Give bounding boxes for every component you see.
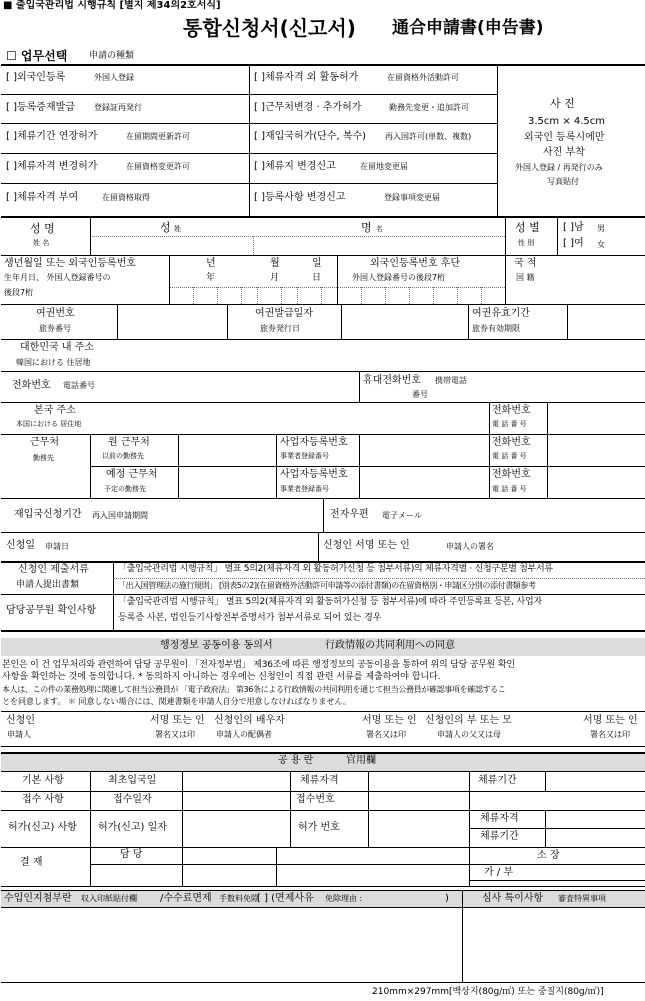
official-use-title-jp: 官用欄 — [346, 755, 376, 766]
fee-exempt-label: /수수료면제 — [160, 893, 212, 904]
email-label: 전자우편 — [330, 509, 369, 520]
review-notes-label: 심사 특이사항 — [482, 893, 544, 904]
consent-title-jp: 行政情報の共同利用への同意 — [325, 640, 455, 651]
consent-sign-3[interactable]: 서명 또는 인 — [583, 715, 638, 726]
submit-docs-label: 신청인 제출서류 — [18, 564, 89, 575]
business-select-label-jp: 申請の種類 — [89, 51, 135, 61]
name-label-jp: 姓 名 — [33, 239, 50, 247]
fee-exempt-checkbox[interactable]: [ ] (면제사유 — [257, 893, 314, 904]
passport-expiry-label: 여권유효기간 — [472, 308, 530, 319]
photo-note-4: 写真貼付 — [547, 177, 579, 186]
orig-tel-label-jp: 電 話 番 号 — [492, 452, 527, 460]
mobile-label: 휴대전화번호 — [363, 375, 421, 386]
opt-registration-change[interactable]: [ ]등록사항 변경신고 — [254, 192, 346, 203]
phone-label-jp: 電話番号 — [63, 381, 95, 390]
opt-card-reissue[interactable]: [ ]등록증재발급 — [6, 102, 75, 113]
consent-sign-2[interactable]: 서명 또는 인 — [362, 715, 417, 726]
opt-reentry[interactable]: [ ]재입국허가(단수, 복수) — [254, 131, 367, 142]
photo-title: 사 진 — [550, 97, 575, 110]
official-check-text-1: 「출입국관리법 시행규칙」 별표 5의2(체류자격 외 활동허가신청 등 첨부서류)에 따라 주민등록표 등본, 사업자 — [118, 597, 542, 607]
applicant-sign-label: 신청인 서명 또는 인 — [323, 540, 410, 551]
surname-label-jp: 姓 — [174, 225, 181, 233]
official-check-text-2: 등록증 사본, 법인등기사항전부증명서가 첨부서류로 되어 있는 경우 — [118, 613, 382, 623]
opt-status-grant-jp: 在留資格取得 — [102, 193, 150, 202]
birth-label: 생년월일 또는 외국인등록번호 — [4, 258, 136, 269]
submit-docs-text: 「출입국관리법 시행규칙」 별표 5의2(체류자격 외 활동허가신청 등 첨부서류)의 체류자격별 · 신청구분별 첨부서류 — [118, 564, 553, 574]
mobile-label-jp2: 番号 — [412, 390, 428, 399]
birth-label-jp: 生年月日、 外国人登録番号の — [4, 273, 111, 282]
review-notes-label-jp: 審査特異事項 — [558, 894, 606, 903]
opt-status-change[interactable]: [ ]체류자격 변경허가 — [6, 161, 98, 172]
status-label: 체류자격 — [300, 775, 339, 786]
permit-status-label: 체류자격 — [480, 813, 519, 824]
permit-period-label: 체류기간 — [480, 831, 519, 842]
permit-info-label: 허가(신고) 사항 — [8, 822, 77, 833]
opt-alien-registration-jp: 外国人登録 — [94, 73, 134, 82]
submit-docs-label-jp: 申請人提出書類 — [16, 580, 80, 590]
manager-label: 담 당 — [120, 849, 143, 860]
month-label-jp: 月 — [270, 273, 280, 283]
consent-spouse-label: 신청인의 배우자 — [214, 715, 285, 726]
orig-tel-label: 전화번호 — [492, 437, 531, 448]
consent-text-1: 본인은 이 건 업무처리와 관련하여 담당 공무원이 「전자정부법」 제36조에 따른 행정정보의 공동이용을 통하여 위의 담당 공무원 확인 — [2, 660, 515, 670]
decision-label: 결 재 — [20, 857, 43, 868]
given-name-label: 명 — [361, 221, 372, 234]
form-title-jp: 通合申請書(申告書) — [392, 18, 544, 38]
opt-residence-change-jp: 在留地変更届 — [360, 162, 408, 171]
consent-sign-1-jp: 署名又は印 — [155, 730, 195, 739]
birth-label-jp2: 後段7桁 — [4, 288, 34, 297]
official-use-title: 공 용 란 — [278, 755, 314, 766]
fee-exempt-label-jp: 手数料免除 — [219, 894, 259, 903]
year-label-jp: 年 — [206, 273, 216, 283]
form-title: 통합신청서(신고서) — [183, 16, 356, 40]
opt-registration-change-jp: 登録事項変更届 — [384, 193, 440, 202]
receipt-info-label: 접수 사항 — [22, 794, 64, 805]
opt-alien-registration[interactable]: [ ]외국인등록 — [6, 72, 66, 83]
email-label-jp: 電子メール — [382, 511, 422, 520]
month-label: 월 — [270, 258, 280, 269]
opt-reentry-jp: 再入国許可(単数、複数) — [385, 132, 472, 141]
consent-text-3: 本人は、この件の業務処理に関連して担当公務員が 「電子政府法」 第36条による行政情報の共同利用を通じて担当公務員が確認事項を確認するこ — [2, 685, 506, 694]
period-label: 체류기간 — [478, 775, 517, 786]
plan-workplace-label-jp: 予定の勤務先 — [104, 485, 146, 493]
home-tel-label: 전화번호 — [492, 405, 531, 416]
application-date-label-jp: 申請日 — [45, 542, 69, 551]
sex-label: 성 별 — [515, 221, 540, 234]
opt-workplace-change[interactable]: [ ]근무처변경 · 추가허가 — [254, 102, 362, 113]
passport-issue-label: 여권발급일자 — [255, 308, 313, 319]
consent-sign-1[interactable]: 서명 또는 인 — [150, 715, 205, 726]
plan-workplace-label: 예정 근무처 — [106, 469, 158, 480]
opt-extra-activity-jp: 在留資格外活動許可 — [387, 73, 459, 82]
orig-workplace-label-jp: 以前の勤務先 — [102, 452, 144, 460]
passport-expiry-label-jp: 旅券有効期限 — [472, 324, 520, 333]
consent-title: 행정정보 공동이용 동의서 — [160, 640, 273, 651]
plan-tel-label: 전화번호 — [492, 469, 531, 480]
home-address-label-jp: 本国における 居住地 — [16, 420, 82, 428]
photo-note-1: 외국인 등록시에만 — [524, 132, 605, 143]
reg-back-label-jp: 外国人登録番号の後段7桁 — [352, 273, 446, 282]
home-address-label: 본국 주소 — [34, 405, 76, 416]
orig-biz-no-label-jp: 事業者登録番号 — [280, 452, 329, 460]
chief-label: 소 장 — [537, 850, 560, 861]
permit-no-label: 허가 번호 — [298, 822, 340, 833]
receipt-date-label: 접수일자 — [113, 794, 152, 805]
name-label: 성 명 — [30, 222, 55, 235]
orig-workplace-label: 원 근무처 — [108, 437, 150, 448]
receipt-no-label: 접수번호 — [296, 794, 335, 805]
home-tel-label-jp: 電 話 番 号 — [492, 420, 527, 428]
workplace-label-jp: 勤務先 — [33, 454, 54, 462]
submit-docs-text-jp: 「出入国管理法の施行規則」 [別表5の2](在留資格外活動許可申請等の添付書類)の在留資格別・申請区分別の添付書類参考 — [118, 581, 536, 590]
permit-date-label: 허가(신고) 일자 — [98, 822, 167, 833]
stamp-label: 수입인지첨부란 — [4, 893, 72, 904]
sex-male-jp: 男 — [597, 224, 605, 233]
workplace-label: 근무처 — [30, 437, 59, 448]
fee-close-paren: ) — [445, 893, 449, 904]
sex-female-jp: 女 — [597, 240, 605, 249]
plan-biz-no-label-jp: 事業者登録番号 — [280, 485, 329, 493]
reentry-period-label-jp: 再入国申請期間 — [92, 511, 148, 520]
passport-issue-label-jp: 旅券発行日 — [260, 324, 300, 333]
photo-note-3: 外国人登録 / 再発行のみ — [515, 163, 603, 172]
mobile-label-jp: 携帯電話 — [435, 376, 467, 385]
fee-reason-jp: 免除理由 : — [325, 894, 363, 903]
day-label: 일 — [312, 258, 322, 269]
business-select-label: ☐ 업무선택 — [6, 49, 68, 63]
passport-label-jp: 旅券番号 — [39, 324, 71, 333]
consent-parent-label-jp: 申請人の父又は母 — [437, 730, 501, 739]
stamp-label-jp: 収入印紙貼付欄 — [81, 894, 137, 903]
opt-extension-jp: 在留期間更新許可 — [126, 132, 190, 141]
photo-size: 3.5cm × 4.5cm — [528, 116, 606, 127]
consent-sign-2-jp: 署名又は印 — [366, 730, 406, 739]
approval-yes-no[interactable]: 가 / 부 — [484, 867, 514, 878]
address-label-jp: 韓国における 住居地 — [16, 358, 91, 367]
official-check-label: 담당공무원 확인사항 — [6, 605, 97, 616]
passport-label: 여권번호 — [36, 308, 75, 319]
plan-biz-no-label: 사업자등록번호 — [280, 469, 348, 480]
address-field[interactable] — [117, 341, 644, 369]
year-label: 년 — [206, 258, 216, 269]
consent-text-4: とを同意します。 ＊ 同意しない場合には、関連書類を申請人自分で用意しなければなりません。 — [2, 697, 351, 706]
basic-info-label: 기본 사항 — [22, 775, 64, 786]
nationality-label: 국 적 — [514, 258, 537, 269]
consent-text-2: 사항을 확인하는 것에 동의합니다. * 동의하지 아니하는 경우에는 신청인이 직접 관련 서류를 제출하여야 합니다. — [2, 672, 441, 682]
reentry-period-label: 재입국신청기간 — [14, 509, 82, 520]
opt-status-grant[interactable]: [ ]체류자격 부여 — [6, 192, 79, 203]
consent-spouse-label-jp: 申請人の配偶者 — [216, 730, 272, 739]
consent-parent-label: 신청인의 부 또는 모 — [425, 715, 512, 726]
consent-sign-3-jp: 署名又は印 — [590, 730, 630, 739]
day-label-jp: 日 — [312, 273, 322, 283]
review-notes-area[interactable] — [464, 909, 644, 981]
plan-tel-label-jp: 電 話 番 号 — [492, 485, 527, 493]
given-name-label-jp: 名 — [376, 225, 383, 233]
opt-extra-activity[interactable]: [ ]체류자격 외 활동허가 — [254, 72, 359, 83]
consent-applicant-label-jp: 申請人 — [7, 730, 31, 739]
reg-back-label: 외국인등록번호 후단 — [370, 258, 461, 269]
consent-applicant-label: 신청인 — [6, 715, 35, 726]
first-entry-label: 최초입국일 — [108, 775, 157, 786]
nationality-label-jp: 国 籍 — [516, 273, 535, 282]
opt-status-change-jp: 在留資格変更許可 — [126, 162, 190, 171]
opt-extension[interactable]: [ ]체류기간 연장허가 — [6, 131, 98, 142]
photo-note-2: 사진 부착 — [543, 147, 585, 158]
paper-spec: 210mm×297mm[백상지(80g/㎡) 또는 중질지(80g/㎡)] — [372, 987, 604, 997]
sex-female-checkbox[interactable]: [ ]여 — [563, 238, 584, 249]
phone-label: 전화번호 — [12, 380, 51, 391]
sex-label-jp: 性 別 — [518, 239, 535, 247]
application-date-label: 신청일 — [6, 540, 35, 551]
form-reference: ■ 출입국관리법 시행규칙 [별지 제34의2호서식] — [3, 0, 221, 11]
orig-biz-no-label: 사업자등록번호 — [280, 437, 348, 448]
opt-workplace-change-jp: 勤務先変更・追加許可 — [389, 103, 469, 112]
address-label: 대한민국 내 주소 — [20, 342, 94, 353]
opt-residence-change[interactable]: [ ]체류지 변경신고 — [254, 161, 336, 172]
sex-male-checkbox[interactable]: [ ]남 — [563, 222, 584, 233]
surname-label: 성 — [160, 221, 171, 234]
stamp-area[interactable] — [2, 909, 460, 981]
applicant-sign-label-jp: 申請人の署名 — [446, 542, 494, 551]
opt-card-reissue-jp: 登録証再発行 — [94, 103, 142, 112]
